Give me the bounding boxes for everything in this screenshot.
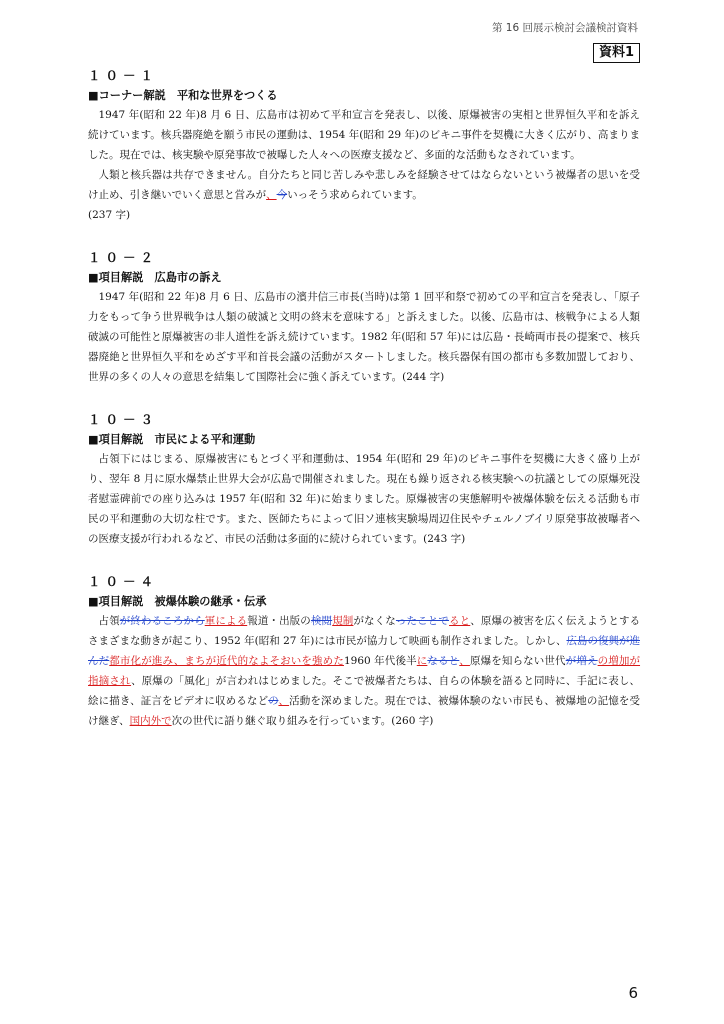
deleted-text: 広島の復興が進んだ (88, 635, 640, 667)
section-paragraph: 1947 年(昭和 22 年)8 月 6 日、広島市の濱井信三市長(当時)は第 1 回平和祭で初めての平和宣言を発表し、「原子力をもって争う世界戦争は人類の破滅と文明の終末を意味する」と訴えました。以後、広島市は、核戦争による人類破滅の可能性と原爆被害の非人道性を訴え続けています。1982 年(昭和 57 年)には広島・長崎両市長の提案で、核兵器廃絶と世界恒久平和をめざす平和首長会議の活動がスタートしました。核兵器保有国の都市も多数加盟しており、世界の多くの人々の意思を結集して国際社会に強く訴えています。(244 字) (88, 291, 640, 383)
text-segment: 1960 年代後半 (343, 655, 417, 667)
inserted-text: 、 (266, 189, 277, 201)
deleted-text: の (268, 695, 279, 707)
inserted-text: 軍による (204, 615, 248, 627)
inserted-text: ると (449, 615, 471, 627)
section-heading: ■コーナー解説 平和な世界をつくる (88, 89, 278, 102)
document-label-badge: 資料1 (593, 43, 640, 63)
section-number: １０－３ (88, 412, 159, 427)
section-paragraph (88, 611, 640, 731)
inserted-text: の増加が指摘され (88, 655, 641, 687)
section-heading: ■項目解説 市民による平和運動 (88, 433, 256, 446)
text-segment: 、原爆の被害を広く伝えようとするさまざまな動きが起こり、1952 年(昭和 27 年)には市民が協力して映画も制作されました。しかし、 (88, 615, 641, 647)
section-number: １０－２ (88, 250, 159, 265)
section-paragraph: 占領下にはじまる、原爆被害にもとづく平和運動は、1954 年(昭和 29 年)のビキニ事件を契機に大きく盛り上がり、翌年 8 月に原水爆禁止世界大会が広島で開催されました。現在も繰り返される核実験への抗議としての原爆死没者慰霊碑前での座り込みは 1957 年(昭和 32 年)に始まりました。原爆被害の実態解明や被爆体験を伝える活動も市民の平和運動の大切な柱です。また、医師たちによって旧ソ連核実験場周辺住民やチェルノブイリ原発事故被曝者への医療支援が行われるなど、市民の活動は多面的に続けられています。(243 字) (88, 453, 640, 545)
text-segment: がなくな (353, 615, 396, 627)
character-count: (237 字) (88, 209, 131, 221)
section-number: １０－１ (88, 68, 159, 83)
text-segment: 占領 (98, 615, 120, 627)
text-segment: 人類と核兵器は共存できません。自分たちと同じ苦しみや悲しみを経験させてはならないという被爆者の思いを受け止め、引き継いでいく意思と営みが (88, 169, 640, 201)
text-segment: 活動を深めました。現在では、被爆体験のない市民も、被爆地の記憶を受け継ぎ、 (88, 695, 640, 727)
deleted-text: 検閲 (310, 615, 333, 627)
text-segment: 次の世代に語り継ぐ取り組みを行っています。(260 字) (171, 715, 434, 727)
section-paragraph (88, 165, 640, 205)
deleted-text: ったことで (395, 615, 450, 627)
deleted-text: 今 (276, 189, 288, 201)
deleted-text: が増え (565, 655, 598, 667)
text-segment: いっそう求められています。 (287, 189, 423, 201)
inserted-text: に (416, 655, 428, 667)
inserted-text: 規制 (332, 615, 354, 627)
section-10-3 (88, 410, 640, 549)
page-number: 6 (628, 984, 638, 1002)
document-body (88, 66, 640, 754)
text-segment: 原爆を知らない世代 (469, 655, 566, 667)
section-heading: ■項目解説 広島市の訴え (88, 271, 222, 284)
deleted-text: が終わるころから (119, 615, 205, 627)
inserted-text: 、 (459, 655, 470, 667)
inserted-text: 都市化が進み、まちが近代的なよそおいを強めた (109, 655, 344, 667)
section-number: １０－４ (88, 574, 159, 589)
text-segment: 、原爆の「風化」が言われはじめました。そこで被爆者たちは、自らの体験を語ると同時に、手記に表し、絵に描き、証言をビデオに収めるなど (88, 675, 640, 707)
section-heading: ■項目解説 被爆体験の継承・伝承 (88, 595, 267, 608)
section-paragraph: 1947 年(昭和 22 年)8 月 6 日、広島市は初めて平和宣言を発表し、以後、原爆被害の実相と世界恒久平和を訴え続けています。核兵器廃絶を願う市民の運動は、1954 年(昭和 29 年)のビキニ事件を契機に大きく広がり、高まりました。現在では、核実験や原発事故で被曝した人々への医療支援など、多面的な活動もなされています。 (88, 109, 640, 161)
text-segment: 報道・出版の (247, 615, 311, 627)
deleted-text: なると (427, 655, 460, 667)
inserted-text: 国内外で (129, 715, 172, 727)
section-10-2 (88, 248, 640, 387)
inserted-text: 、 (278, 695, 290, 707)
section-10-4 (88, 572, 640, 731)
section-10-1 (88, 66, 640, 225)
document-header-title: 第 16 回展示検討会議検討資料 (491, 22, 638, 34)
